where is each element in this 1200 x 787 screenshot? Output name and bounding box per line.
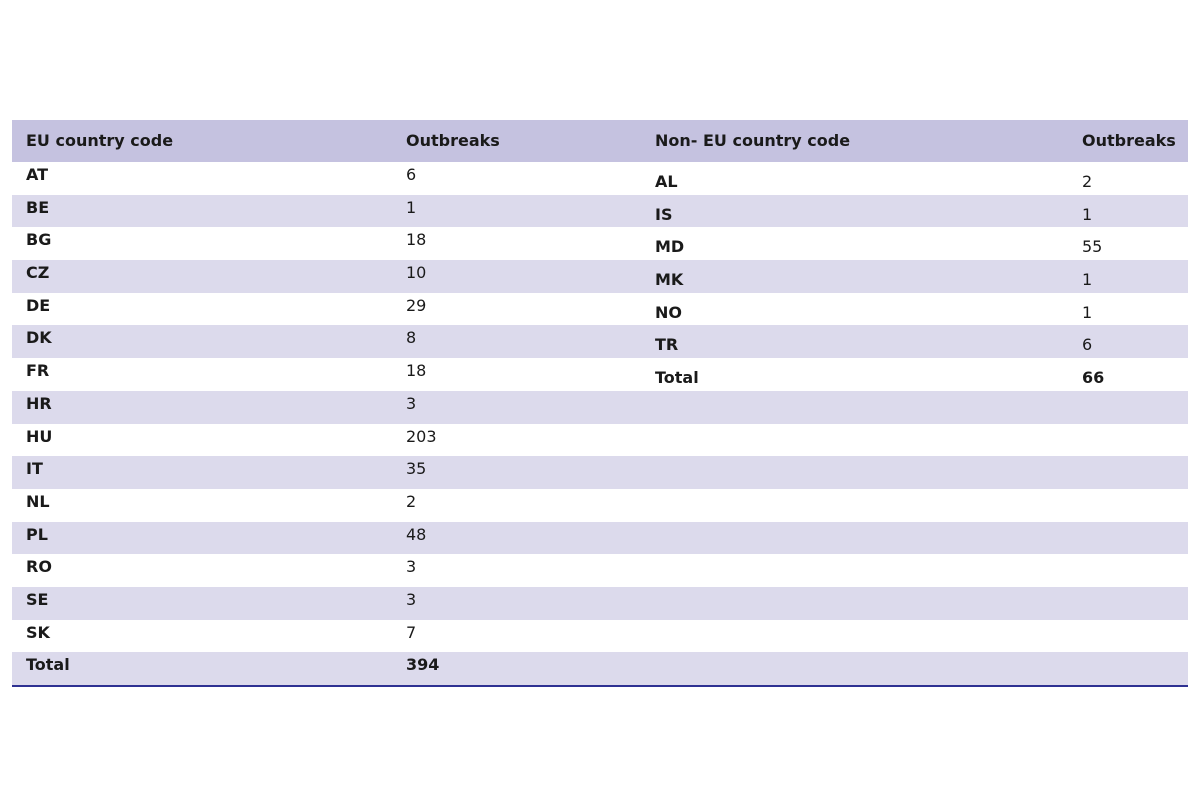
eu-country-code: IT [26, 459, 43, 479]
eu-country-code-header: EU country code [26, 131, 174, 150]
eu-outbreaks-value: 18 [406, 361, 427, 381]
eu-country-code: NL [26, 491, 50, 511]
table-row [12, 522, 1188, 555]
table-row [12, 260, 1188, 293]
eu-country-code: DK [26, 328, 52, 348]
eu-outbreaks-value: 18 [406, 230, 427, 250]
eu-country-code: RO [26, 557, 52, 577]
table-row [12, 391, 1188, 424]
outbreaks-table [12, 120, 1188, 685]
eu-outbreaks-value: 8 [406, 328, 417, 348]
non-eu-outbreaks-header: Outbreaks [1082, 131, 1176, 150]
eu-total-label: Total [26, 655, 70, 675]
non-eu-country-code: TR [655, 335, 679, 355]
table-row [12, 456, 1188, 489]
non-eu-outbreaks-value: 1 [1082, 302, 1093, 322]
eu-country-code: BG [26, 230, 52, 250]
eu-country-code: HU [26, 426, 53, 446]
eu-outbreaks-value: 35 [406, 459, 427, 479]
eu-outbreaks-value: 3 [406, 393, 417, 413]
eu-outbreaks-value: 2 [406, 491, 417, 511]
table-bottom-rule [12, 685, 1188, 687]
non-eu-country-code: AL [655, 172, 678, 191]
table-row [12, 358, 1188, 391]
eu-outbreaks-value: 10 [406, 263, 427, 283]
table-row [12, 424, 1188, 457]
eu-country-code: DE [26, 295, 51, 315]
eu-outbreaks-value: 1 [406, 197, 417, 217]
eu-outbreaks-value: 203 [406, 426, 437, 446]
eu-outbreaks-value: 3 [406, 589, 417, 609]
table-row [12, 162, 1188, 195]
table-row [12, 554, 1188, 587]
eu-outbreaks-value: 48 [406, 524, 427, 544]
eu-outbreaks-value: 3 [406, 557, 417, 577]
non-eu-country-code: IS [655, 204, 673, 224]
table-row [12, 489, 1188, 522]
non-eu-outbreaks-value: 6 [1082, 335, 1093, 355]
non-eu-outbreaks-value: 1 [1082, 204, 1093, 224]
eu-outbreaks-value: 6 [406, 165, 417, 184]
non-eu-country-code: NO [655, 302, 682, 322]
non-eu-country-code: MD [655, 237, 685, 257]
eu-country-code: SE [26, 589, 49, 609]
eu-country-code: BE [26, 197, 50, 217]
eu-outbreaks-value: 29 [406, 295, 427, 315]
eu-country-code: PL [26, 524, 48, 544]
eu-outbreaks-value: 7 [406, 622, 417, 642]
non-eu-total-value: 66 [1082, 368, 1105, 388]
table-row [12, 587, 1188, 620]
non-eu-outbreaks-value: 55 [1082, 237, 1103, 257]
table-row [12, 227, 1188, 260]
eu-country-code: FR [26, 361, 50, 381]
eu-total-value: 394 [406, 655, 440, 675]
table-row [12, 652, 1188, 685]
table-row [12, 195, 1188, 228]
non-eu-outbreaks-value: 2 [1082, 172, 1093, 191]
eu-country-code: AT [26, 165, 49, 184]
non-eu-outbreaks-value: 1 [1082, 270, 1093, 290]
eu-country-code: CZ [26, 263, 50, 283]
table-row [12, 325, 1188, 358]
non-eu-country-code: MK [655, 270, 684, 290]
eu-country-code: SK [26, 622, 50, 642]
table-row [12, 620, 1188, 653]
eu-outbreaks-header: Outbreaks [406, 131, 500, 150]
eu-country-code: HR [26, 393, 52, 413]
non-eu-total-label: Total [655, 368, 699, 388]
non-eu-country-code-header: Non- EU country code [655, 131, 851, 150]
table-row [12, 293, 1188, 326]
table-header-row [12, 120, 1188, 162]
